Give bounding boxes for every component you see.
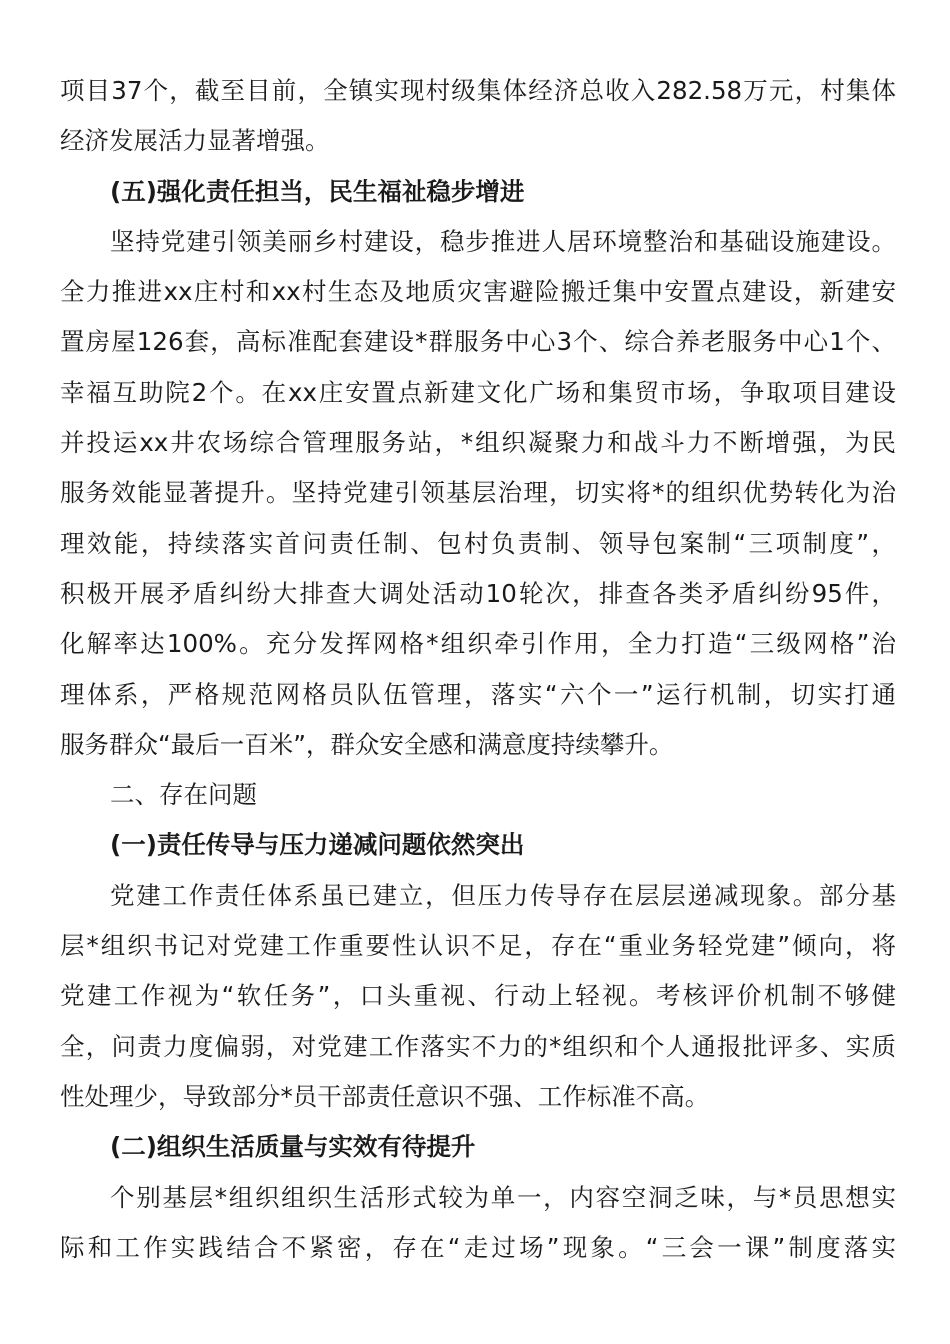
body-line: 经济发展活力显著增强。 [60, 126, 330, 156]
paragraph-first-line: 坚持党建引领美丽乡村建设，稳步推进人居环境整治和基础设施建设。 [110, 226, 896, 256]
body-line: 层*组织书记对党建工作重要性认识不足，存在“重业务轻党建”倾向，将 [60, 931, 896, 961]
body-line: 服务群众“最后一百米”，群众安全感和满意度持续攀升。 [60, 729, 674, 759]
body-line: 积极开展矛盾纠纷大排查大调处活动10轮次，排查各类矛盾纠纷95件， [60, 578, 896, 608]
body-line: 理效能，持续落实首问责任制、包村负责制、领导包案制“三项制度”， [60, 528, 896, 558]
body-line: 理体系，严格规范网格员队伍管理，落实“六个一”运行机制，切实打通 [60, 679, 896, 709]
body-line: 并投运xx井农场综合管理服务站，*组织凝聚力和战斗力不断增强，为民 [60, 428, 896, 458]
body-line: 项目37个，截至目前，全镇实现村级集体经济总收入282.58万元，村集体 [60, 76, 896, 105]
body-line: 全力推进xx庄村和xx村生态及地质灾害避险搬迁集中安置点建设，新建安 [60, 277, 896, 307]
body-line: 全，问责力度偏弱，对党建工作落实不力的*组织和个人通报批评多、实质 [60, 1031, 896, 1061]
body-line: 化解率达100%。充分发挥网格*组织牵引作用，全力打造“三级网格”治 [60, 629, 896, 659]
body-line: 幸福互助院2个。在xx庄安置点新建文化广场和集贸市场，争取项目建设 [60, 377, 896, 407]
subsection-heading: (五)强化责任担当，民生福祉稳步增进 [110, 176, 525, 206]
section-heading: 二、存在问题 [110, 780, 257, 810]
body-line: 服务效能显著提升。坚持党建引领基层治理，切实将*的组织优势转化为治 [60, 478, 896, 508]
body-line: 置房屋126套，高标准配套建设*群服务中心3个、综合养老服务中心1个、 [60, 327, 896, 357]
subsection-heading: (二)组织生活质量与实效有待提升 [110, 1132, 476, 1162]
paragraph-first-line: 党建工作责任体系虽已建立，但压力传导存在层层递减现象。部分基 [110, 880, 896, 910]
subsection-heading: (一)责任传导与压力递减问题依然突出 [110, 830, 525, 860]
body-line: 党建工作视为“软任务”，口头重视、行动上轻视。考核评价机制不够健 [60, 981, 896, 1011]
body-line: 际和工作实践结合不紧密，存在“走过场”现象。“三会一课”制度落实 [60, 1232, 896, 1262]
paragraph-first-line: 个别基层*组织组织生活形式较为单一，内容空洞乏味，与*员思想实 [110, 1182, 896, 1212]
document-page [60, 66, 896, 1273]
body-line: 性处理少，导致部分*员干部责任意识不强、工作标准不高。 [60, 1081, 710, 1111]
